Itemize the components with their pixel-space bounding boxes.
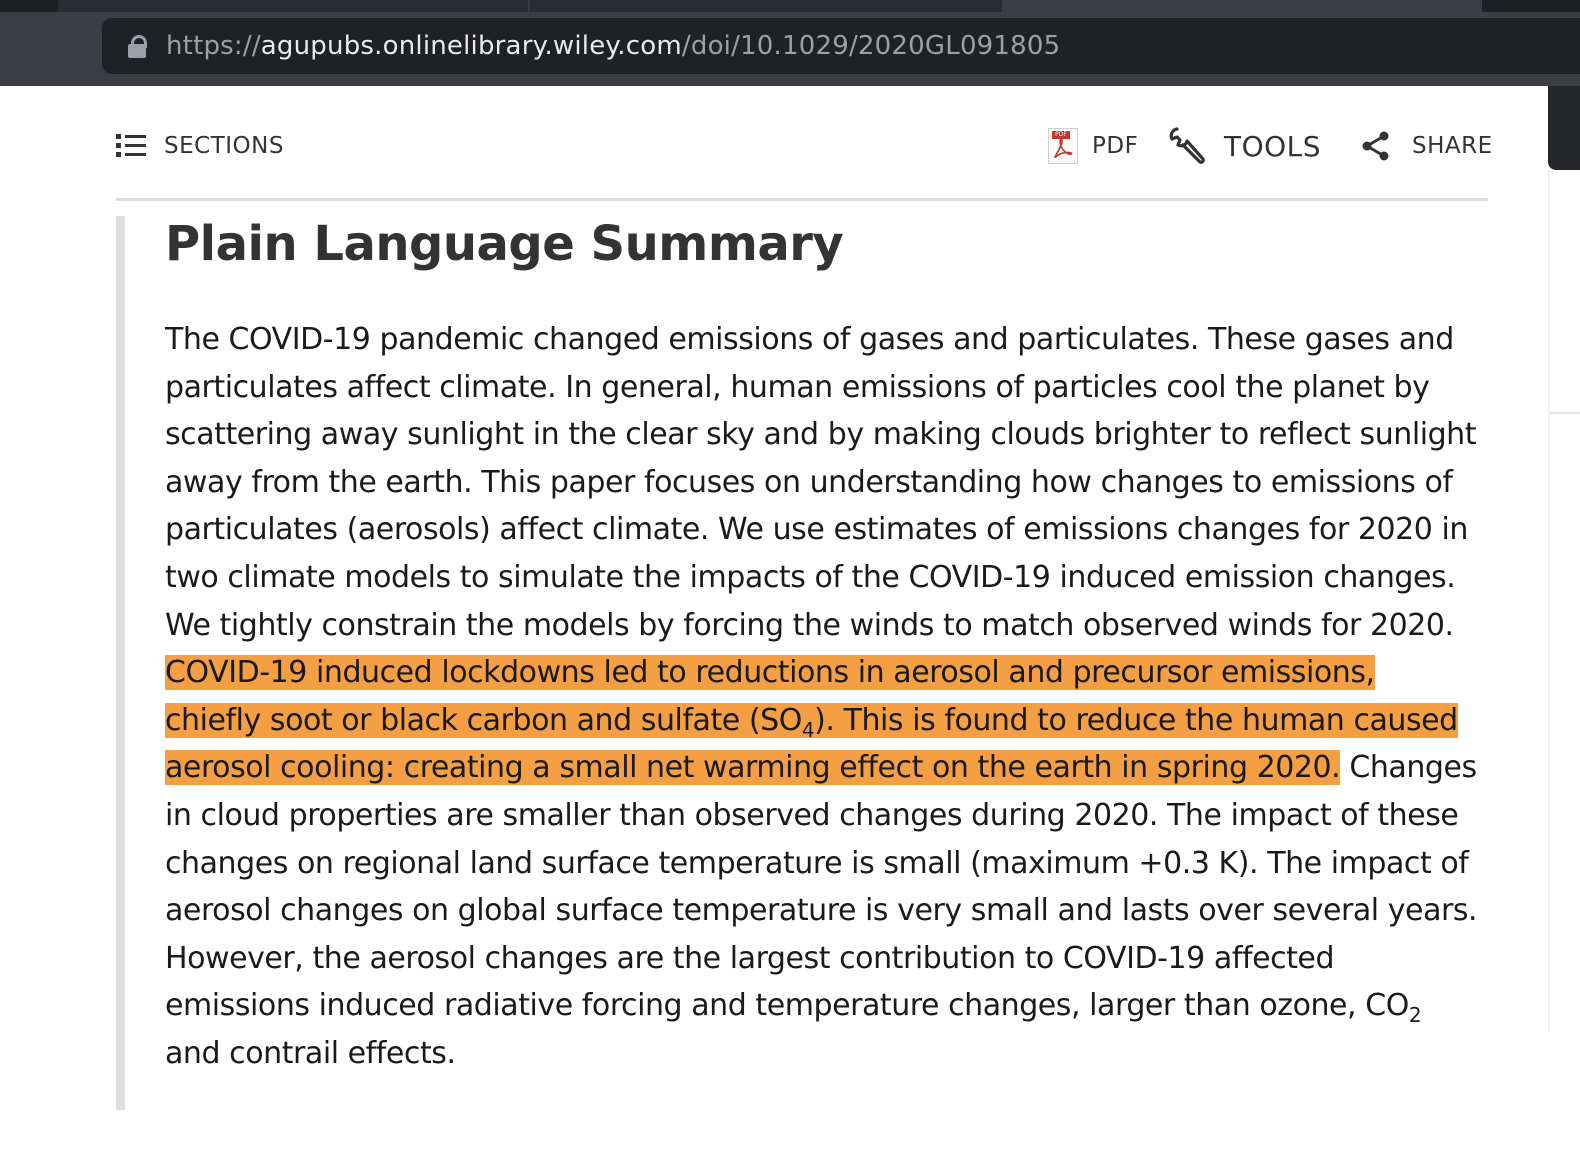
text-line: However, the aerosol changes are the largest contribution to COVID-19 affected bbox=[165, 940, 1335, 976]
browser-tab[interactable] bbox=[58, 0, 530, 12]
subscript-2: 2 bbox=[1408, 1003, 1422, 1028]
browser-toolbar bbox=[0, 12, 1580, 86]
highlighted-text[interactable]: COVID-19 induced lockdowns led to reductions in aerosol and precursor emissions, bbox=[165, 655, 1375, 691]
url-path: /doi/10.1029/2020GL091805 bbox=[681, 31, 1061, 61]
lock-icon[interactable] bbox=[124, 33, 150, 59]
wrench-icon bbox=[1168, 126, 1208, 166]
text-line: aerosol changes on global surface temperature is very small and lasts over several years. bbox=[165, 893, 1478, 929]
right-gutter bbox=[1548, 86, 1580, 1154]
text-line: in cloud properties are smaller than observed changes during 2020. The impact of these bbox=[165, 797, 1459, 833]
text-line: two climate models to simulate the impacts of the COVID-19 induced emission changes. bbox=[165, 559, 1456, 595]
gutter-divider bbox=[1550, 412, 1580, 414]
share-button[interactable] bbox=[1360, 122, 1493, 170]
pdf-label: PDF bbox=[1092, 133, 1139, 159]
scrollbar-track[interactable] bbox=[1548, 170, 1550, 1032]
subscript-4: 4 bbox=[801, 717, 815, 742]
url-scheme: https:// bbox=[166, 31, 261, 61]
browser-tab[interactable] bbox=[530, 0, 1004, 12]
text-line: We tightly constrain the models by forcing the winds to match observed winds for 2020. bbox=[165, 607, 1454, 643]
share-label: SHARE bbox=[1412, 133, 1493, 159]
text-line bbox=[165, 697, 1485, 745]
pdf-icon: PDF bbox=[1048, 128, 1078, 164]
text-line: particulates affect climate. In general, human emissions of particles cool the planet by bbox=[165, 369, 1430, 405]
text-line: The COVID-19 pandemic changed emissions of gases and particulates. These gases and bbox=[165, 322, 1454, 357]
address-bar[interactable] bbox=[102, 18, 1580, 74]
browser-tab-strip bbox=[0, 0, 1580, 12]
sections-button[interactable] bbox=[116, 122, 284, 170]
text-line: particulates (aerosols) affect climate. We use estimates of emissions changes for 2020 in bbox=[165, 512, 1468, 548]
highlighted-text[interactable]: aerosol cooling: creating a small net warming effect on the earth in spring 2020. bbox=[165, 750, 1341, 786]
summary-paragraph[interactable] bbox=[165, 316, 1485, 1078]
text-line: away from the earth. This paper focuses on understanding how changes to emissions of bbox=[165, 464, 1453, 500]
text-line bbox=[165, 649, 1485, 697]
text-line: scattering away sunlight in the clear sky and by making clouds brighter to reflect sunlight bbox=[165, 417, 1477, 453]
article-toolbar bbox=[116, 122, 1493, 170]
page-content bbox=[0, 86, 1548, 1154]
highlighted-text[interactable]: chiefly soot or black carbon and sulfate $(SO_4)$. This is found to reduce the human caused bbox=[165, 702, 1458, 742]
url-text[interactable] bbox=[166, 31, 1060, 61]
browser-tab-active[interactable] bbox=[1004, 0, 1482, 12]
side-panel-tab[interactable] bbox=[1548, 86, 1580, 170]
plain-language-summary-section bbox=[116, 216, 1496, 1110]
pdf-button[interactable] bbox=[1048, 122, 1138, 170]
tools-button[interactable] bbox=[1168, 122, 1321, 170]
sections-label: SECTIONS bbox=[164, 133, 284, 159]
text-line: aerosol cooling: creating a small net warming effect on the earth in spring 2020. Changes bbox=[165, 750, 1477, 786]
text-line: emissions induced radiative forcing and temperature changes, larger than ozone, $CO_2$ bbox=[165, 988, 1422, 1028]
url-host: agupubs.onlinelibrary.wiley.com bbox=[260, 31, 682, 61]
tools-label: TOOLS bbox=[1224, 129, 1322, 163]
toolbar-divider bbox=[116, 198, 1488, 201]
text-line: and contrail effects. bbox=[165, 1035, 456, 1071]
list-icon bbox=[116, 133, 146, 159]
text-line: changes on regional land surface temperature is small (maximum +0.3 K). The impact of bbox=[165, 845, 1469, 881]
section-left-border bbox=[116, 216, 125, 1110]
share-icon bbox=[1360, 130, 1392, 162]
section-heading: Plain Language Summary bbox=[165, 216, 844, 272]
